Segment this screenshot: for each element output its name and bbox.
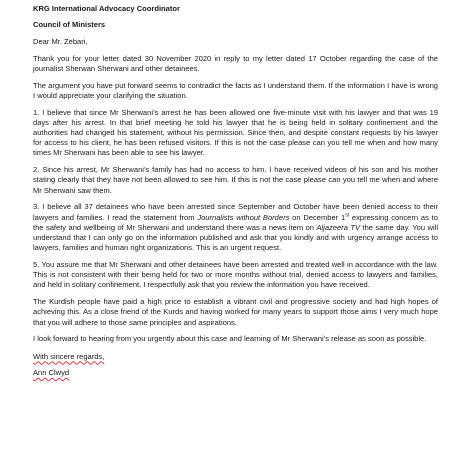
point-3-text-d: the same day. You will understand that I can only go on the information published and ask that you kindly and with urgency arrange access to lawyers, families and human right organizations. This is an urgent request. xyxy=(33,222,438,253)
point-1-paragraph: 1. I believe that since Mr Sherwani’s arrest he has been allowed one five-minute visit with his lawyer and that was 19 days after his arrest. In that brief meeting he told his lawyer that he is being held in solitary confinement and the authorities had changed his statement, without his permission. Since then, and despite constant requests by his lawyer for access to his client, he has been refused visitors. If this is not the case please can you tell me when and how many times Mr Sherwani has been able to see his lawyer. xyxy=(33,107,438,158)
signature-text: Ann Clwyd xyxy=(33,367,70,377)
point-3-text-a: 3. I believe all 37 detainees who have been arrested since September and October have been denied access to their lawyers and families. I read the statement from xyxy=(33,202,438,222)
point-5-paragraph: 5. You assure me that Mr Sherwani and other detainees have been arrested and treated well in accordance with the law. This is not consistent with their being held for two or more months without trial, denied access to lawyers and families, and held in solitary confinement. I respectfully ask that you review the information you have received. xyxy=(33,260,438,290)
kurdish-paragraph: The Kurdish people have paid a high price to establish a vibrant civil and progressive society and had high hopes of achieving this. As a close friend of the Kurds and having worked for many years to support those aims I very much hope that you will adhere to those same principles and aspirations. xyxy=(33,297,438,327)
signoff-text: With sincere regards, xyxy=(33,351,105,361)
salutation: Dear Mr. Zebari, xyxy=(33,37,88,47)
point-3-channel: Aljazeera TV xyxy=(316,222,361,232)
signature xyxy=(33,368,438,378)
intro-paragraph: Thank you for your letter dated 30 November 2020 in reply to my letter dated 17 October regarding the case of the journalist Sherwan Sherwani and other detainees. xyxy=(33,53,438,73)
header-recipient: Council of Ministers xyxy=(33,20,106,30)
closing-paragraph: I look forward to hearing from you urgently about this case and learning of Mr Sherwani’s release as soon as possible. xyxy=(33,334,427,344)
point-3-text-c: expressing concern as to the safety and wellbeing of Mr Sherwani and understand there was a news item on xyxy=(33,212,438,232)
point-3-ordinal: st xyxy=(345,212,350,219)
point-3-source: Journalists without Borders xyxy=(197,212,290,222)
header-organization: KRG International Advocacy Coordinator xyxy=(33,4,180,13)
contradiction-paragraph: The argument you have put forward seems to contradict the facts as I understand them. If the information I have is wrong I would appreciate your clarifying the situation. xyxy=(33,80,438,100)
point-2-paragraph: 2. Since his arrest, Mr Sherwani’s family has had no access to him. I have received videos of his son and his mother stating clearly that they have not been allowed to see him. If this is not the case please can you tell me when and where Mr Sherwani saw them. xyxy=(33,165,438,195)
signoff xyxy=(33,352,438,362)
point-3-text-b: on December 1 xyxy=(289,212,346,222)
point-3-paragraph xyxy=(33,202,438,253)
